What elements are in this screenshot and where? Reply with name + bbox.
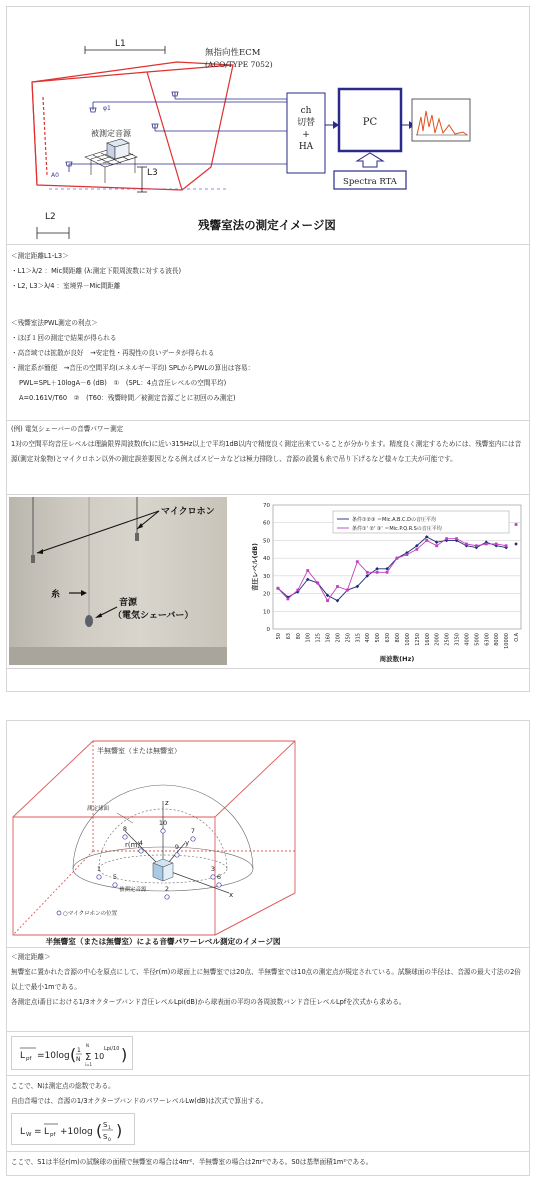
shaver-photo (9, 497, 227, 665)
series-2-point (505, 544, 508, 547)
series-2-point (366, 571, 369, 574)
spl-chart (233, 497, 527, 665)
legend-label-1: 条件①②③ ＝Mic.A.B.C.Dの音圧平均 (352, 517, 436, 523)
sec4-line4: 自由音場では、音源の1/3オクターブバンドのパワーレベルLw(dB)は次式で算出する。 (11, 1097, 268, 1105)
x-tick-label: 200 (335, 633, 342, 643)
reverb-room-outline (32, 62, 233, 190)
label-L2: L2 (45, 212, 56, 222)
mic-point-7 (191, 837, 195, 841)
ch-box-line2: 切替 (296, 118, 316, 128)
panel1-footer-row (7, 668, 529, 691)
ecm-label-line2: (ACO/TYPE 7052) (205, 60, 273, 69)
ecm-label-line1: 無指向性ECM (205, 48, 261, 58)
x-tick-label: 2500 (444, 633, 451, 646)
series-2-point (515, 523, 518, 526)
x-tick-label: 8000 (494, 633, 501, 646)
svg-text:N: N (86, 1043, 89, 1048)
sec2-line5: A=0.161V/T60 ② (T60：残響時間／被測定音源ごとに初回のみ測定) (19, 394, 236, 402)
formula-lpf (11, 1036, 133, 1070)
mic-point-10 (161, 829, 165, 833)
sec4-line3: ここで、Nは測定点の総数である。 (11, 1082, 115, 1090)
up-arrow-icon (357, 153, 383, 167)
y-tick-label: 40 (263, 556, 270, 563)
svg-text:i=1: i=1 (85, 1062, 93, 1067)
radius-label: r(m) (125, 841, 141, 849)
source-cube (153, 859, 173, 881)
svg-text:Lpi/10: Lpi/10 (104, 1046, 120, 1052)
series-2-point (396, 557, 399, 560)
x-tick-label: 125 (315, 633, 322, 643)
source-box (107, 139, 129, 159)
photo-source-line2: （電気シェーバー） (113, 611, 194, 621)
pc-label: PC (362, 117, 378, 128)
photo-source-line1: 音源 (119, 598, 138, 608)
x-tick-label: 100 (305, 633, 312, 643)
formula2-row (7, 1113, 529, 1149)
axis-z-label: z (165, 799, 169, 807)
series-2-point (306, 569, 309, 572)
anechoic-room-panel (6, 720, 530, 1176)
spectrum-thumbnail (412, 99, 470, 141)
svg-text:=: = (34, 1127, 42, 1137)
measurement-distance-section (7, 244, 529, 314)
room-label: 半無響室（または無響室） (97, 747, 181, 755)
ch-box-line3: + (302, 130, 310, 140)
y-tick-label: 50 (263, 538, 270, 545)
series-2-point (336, 585, 339, 588)
x-tick-label: O.A (514, 633, 521, 642)
x-tick-label: 4000 (464, 633, 471, 646)
photo-thread-label: 糸 (51, 590, 61, 600)
series-2-point (485, 543, 488, 546)
anechoic-figure-title: 半無響室（または無響室）による音響パワーレベル測定のイメージ図 (45, 937, 281, 946)
source-label: 被測定音源 (91, 129, 131, 138)
series-2-point (277, 587, 280, 590)
svg-text:L: L (20, 1051, 26, 1061)
free-field-section (7, 947, 529, 1031)
mic-point-label: 5 (112, 873, 118, 881)
mic-point-9 (175, 853, 179, 857)
x-tick-label: 1250 (414, 633, 421, 646)
sec2-line4: PWL=SPL＋10logA－6 (dB) ① (SPL：4点音圧レベルの空間平均) (19, 379, 227, 387)
x-tick-label: 315 (355, 633, 362, 643)
series-2-point (435, 544, 438, 547)
shaver-example-section (7, 420, 529, 494)
x-tick-label: 1600 (424, 633, 431, 646)
svg-text:(: ( (70, 1045, 77, 1064)
anechoic-diagram (7, 721, 529, 947)
x-tick-label: 50 (275, 633, 282, 640)
mic-point-2 (165, 895, 169, 899)
x-tick-label: 2000 (434, 633, 441, 646)
svg-text:S: S (103, 1133, 108, 1141)
x-axis-label: 周波数(Hz) (379, 655, 415, 663)
anechoic-source-label: 被測定音源 (119, 887, 147, 893)
svg-text:Σ: Σ (85, 1052, 92, 1063)
label-L1: L1 (115, 39, 126, 49)
y-tick-label: 20 (263, 591, 270, 598)
y-tick-label: 60 (263, 520, 270, 527)
x-tick-label: 3150 (454, 633, 461, 646)
sec4-line5: ここで、S1は半径r(m)の試験球の面積で無響室の場合は4πr²、半無響室の場合は2πr²である。S0は基準面積1m²である。 (11, 1158, 373, 1166)
x-tick-label: 6300 (484, 633, 491, 646)
mic-point-6 (217, 883, 221, 887)
mic-point-8 (123, 835, 127, 839)
mic-legend-icon (57, 911, 61, 915)
sec3-paragraph: 1対の空間平均音圧レベルは理論限界周波数(fc)に近い315Hz以上で平均1dB以内で精度良く測定出来ていることが分かります。精度良く測定するためには、残響室内には音源(測定対象物)とマイクロホン以外の測定誤差要因となる例えばスピーカなどは極力排除し、音源の設置も糸で吊り下げるなど様々な工夫が可能です。 (11, 440, 522, 463)
x-tick-label: 800 (395, 633, 401, 643)
svg-text:pf: pf (26, 1056, 32, 1062)
y-tick-label: 30 (263, 573, 270, 580)
mic-point-label: 8 (122, 825, 128, 833)
svg-text:N: N (76, 1056, 81, 1063)
sphere-label: 測定球面 (87, 806, 110, 812)
series-2-point (326, 599, 329, 602)
y-tick-label: 0 (266, 627, 270, 633)
svg-text:S: S (103, 1121, 108, 1129)
series-2-point (376, 571, 379, 574)
svg-text:10: 10 (94, 1052, 105, 1061)
pwl-advantages-section (7, 314, 529, 416)
svg-text:1: 1 (108, 1126, 111, 1131)
sec1-heading: ＜測定距離L1-L3＞ (11, 252, 69, 260)
svg-text:L: L (20, 1127, 26, 1137)
y-axis-label: 音圧レベル(dB) (251, 542, 259, 592)
photo-chart-row (7, 494, 529, 668)
x-tick-label: 250 (345, 633, 352, 643)
svg-text:L: L (44, 1127, 50, 1137)
svg-text:W: W (26, 1132, 32, 1138)
mic-point-5 (113, 883, 117, 887)
svg-text:+10log: +10log (60, 1127, 93, 1137)
series-2-point (445, 537, 448, 540)
area-note-section (7, 1151, 529, 1175)
sec2-line1: ・ほぼ１回の測定で結果が得られる (11, 334, 117, 342)
label-A0: A0 (51, 172, 59, 179)
x-tick-label: 63 (285, 633, 292, 640)
x-tick-label: 500 (375, 633, 382, 643)
series-2-point (356, 560, 359, 563)
series-2-point (415, 548, 418, 551)
mic-point-label: 9 (174, 843, 180, 851)
x-tick-label: 400 (365, 633, 372, 643)
legend-label-2: 条件①' ②' ③' ＝Mic.P.Q.R.Sの音圧平均 (352, 526, 442, 532)
mic-point-1 (97, 875, 101, 879)
spectra-rta-label: Spectra RTA (343, 177, 397, 187)
series-2-point (316, 582, 319, 585)
series-2-point (425, 539, 428, 542)
mic-point-label: 10 (158, 819, 168, 827)
series-2-point (495, 543, 498, 546)
label-phi1: φ1 (103, 105, 111, 112)
photo-mic-label: マイクロホン (161, 507, 215, 517)
series-2-point (346, 589, 349, 592)
x-tick-label: 1000 (404, 633, 411, 646)
sec2-heading: ＜残響室法PWL測定の利点＞ (11, 319, 98, 327)
sec2-line2: ・高音域では拡散が良好 →安定性・再現性の良いデータが得られる (11, 349, 215, 357)
svg-text:pf: pf (50, 1132, 56, 1138)
mic-point-label: 2 (164, 885, 170, 893)
series-2-point (386, 571, 389, 574)
mic-point-4 (139, 849, 143, 853)
sec1-line1: ・L1＞λ/2 ：Mic間距離 (λ:測定下限周波数に対する波長) (11, 267, 182, 275)
reverb-figure-title: 残響室法の測定イメージ図 (198, 218, 336, 232)
formula1-row (7, 1031, 529, 1075)
svg-text:): ) (116, 1121, 123, 1140)
sec4-line2: 各測定点i番目における1/3オクターブバンド音圧レベルLpi(dB)から球表面の平均の各周波数バンド音圧レベルLpfを次式から求める。 (11, 998, 406, 1006)
axis-x-label: x (229, 891, 234, 899)
anechoic-room-outline (13, 741, 295, 935)
svg-text:): ) (121, 1045, 128, 1064)
series-2-point (455, 537, 458, 540)
x-tick-label: 10000 (504, 633, 511, 649)
x-tick-label: 80 (295, 633, 302, 640)
mic-point-label: 4 (138, 839, 144, 847)
x-tick-label: 160 (325, 633, 332, 643)
ch-box-line1: ch (300, 106, 312, 116)
x-tick-label: 630 (385, 633, 392, 643)
ch-box-line4: HA (298, 142, 314, 152)
mic-point-label: 1 (96, 865, 102, 873)
reverberation-diagram (7, 7, 529, 243)
mic-legend: ○マイクロホンの位置 (63, 911, 118, 917)
svg-text:(: ( (96, 1121, 103, 1140)
axis-y-label: y (185, 839, 190, 847)
mic-point-label: 7 (190, 827, 196, 835)
formula-notes-section (7, 1075, 529, 1113)
series-2-point (406, 553, 409, 556)
x-tick-label: 5000 (474, 633, 481, 646)
series-2-point (475, 544, 478, 547)
series-2-point (465, 543, 468, 546)
sec4-paragraph: 無響室に置かれた音源の中心を原点にして、半径r(m)の球面上に無響室では20点、半無響室では10点の測定点が規定されている。試験球面の半径は、音源の最大寸法の2倍以上で最小1mである。 (11, 968, 521, 991)
svg-text:0: 0 (108, 1138, 111, 1143)
sec2-line3: ・測定系が簡便 →音圧の空間平均(エネルギー平均) SPLからPWLの算出は容易： (11, 364, 255, 372)
series-2-point (296, 589, 299, 592)
mic-point-label: 6 (216, 873, 222, 881)
svg-text:=10log: =10log (37, 1051, 70, 1061)
formula-lw (11, 1113, 135, 1145)
label-L3: L3 (147, 168, 158, 178)
sec3-line1: (例) 電気シェーバーの音響パワー測定 (11, 425, 124, 433)
series-2-point (286, 597, 289, 600)
mic-point-label: 3 (210, 865, 216, 873)
sec4-heading: ＜測定距離＞ (11, 953, 51, 961)
mic-point-3 (211, 875, 215, 879)
y-tick-label: 10 (263, 609, 270, 616)
sec1-line2: ・L2, L3＞λ/4 ：室境界－Mic間距離 (11, 282, 121, 290)
svg-text:1: 1 (77, 1047, 81, 1054)
y-tick-label: 70 (263, 503, 270, 509)
reverberation-room-panel (6, 6, 530, 692)
